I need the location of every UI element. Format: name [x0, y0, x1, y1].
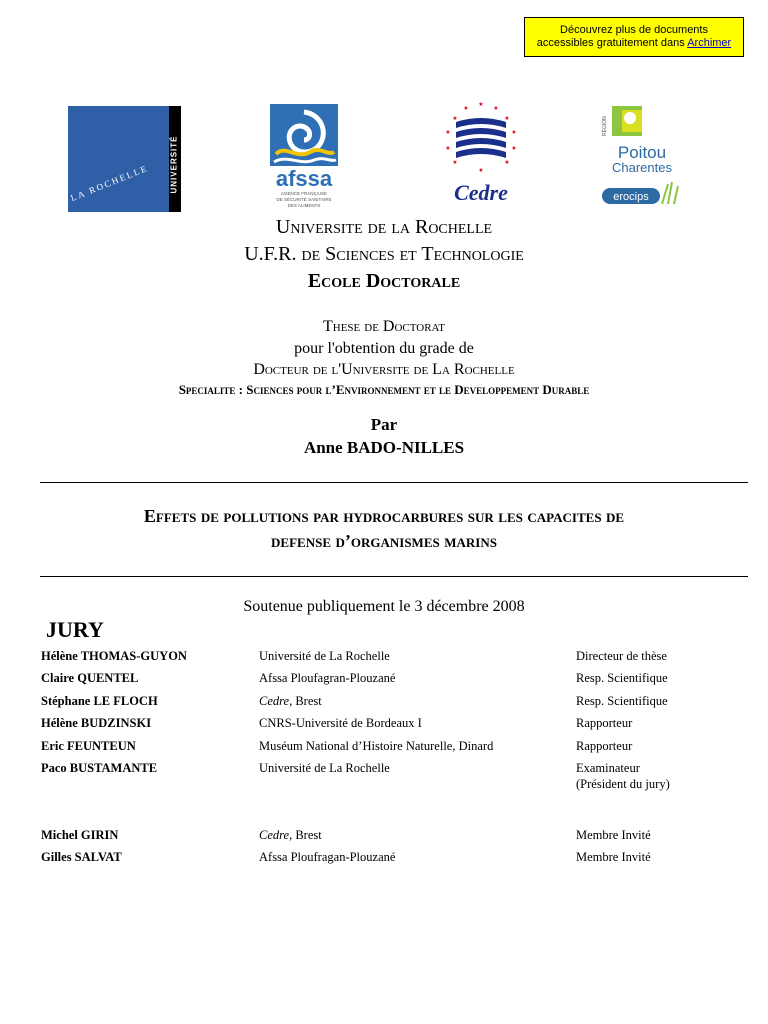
- jury-member-role: Rapporteur: [576, 739, 633, 753]
- jury-member-name: Hélène THOMAS-GUYON: [41, 649, 187, 663]
- specialty-line: Specialite : Sciences pour l’Environnement et le Developpement Durable: [178, 382, 590, 397]
- jury-row: [0, 694, 768, 714]
- jury-member-role: Directeur de thèse: [576, 649, 667, 663]
- svg-text:★: ★: [478, 101, 484, 108]
- jury-row: [0, 850, 768, 870]
- archimer-link[interactable]: Archimer: [687, 37, 732, 49]
- jury-member-name: Gilles SALVAT: [41, 850, 122, 864]
- pc-partner: erocips: [613, 191, 649, 203]
- svg-text:DE SÉCURITÉ SANITAIRE: DE SÉCURITÉ SANITAIRE: [276, 197, 332, 202]
- institution-rest: Brest: [292, 828, 322, 842]
- jury-member-role: Rapporteur: [576, 716, 633, 730]
- author-name: Anne BADO-NILLES: [303, 438, 465, 457]
- jury-row: [0, 716, 768, 736]
- pc-line1: Poitou: [617, 143, 667, 162]
- svg-text:★: ★: [504, 159, 510, 166]
- jury-member-institution: Université de La Rochelle: [259, 649, 390, 663]
- thesis-type: These de Doctorat: [322, 318, 446, 335]
- svg-text:★: ★: [445, 145, 451, 152]
- jury-row: [0, 739, 768, 759]
- poitou-charentes-logo: [598, 106, 682, 206]
- institution-em: Cedre,: [259, 694, 293, 708]
- by-label: Par: [370, 415, 398, 434]
- pc-line2: Charentes: [612, 160, 672, 175]
- archimer-banner: [524, 17, 744, 57]
- jury-member-institution: Afssa Ploufragan-Plouzané: [259, 850, 396, 864]
- jury-member-institution: CNRS-Université de Bordeaux I: [259, 716, 422, 730]
- jury-member-name: Eric FEUNTEUN: [41, 739, 136, 753]
- jury-row: [0, 761, 768, 797]
- defense-date: Soutenue publiquement le 3 décembre 2008: [243, 598, 525, 615]
- svg-text:★: ★: [445, 129, 451, 136]
- svg-text:★: ★: [511, 129, 517, 136]
- banner-line2-prefix: accessibles gratuitement dans: [536, 37, 688, 49]
- logo-vertical-text: UNIVERSITÉ: [169, 135, 179, 194]
- cedre-logo-name: Cedre: [454, 180, 508, 205]
- svg-text:★: ★: [463, 105, 469, 112]
- ufr-name: U.F.R. de Sciences et Technologie: [244, 243, 524, 265]
- svg-text:★: ★: [452, 115, 458, 122]
- jury-member-institution: [259, 694, 322, 709]
- svg-text:DES ALIMENTS: DES ALIMENTS: [287, 203, 321, 208]
- svg-text:AGENCE FRANÇAISE: AGENCE FRANÇAISE: [280, 191, 328, 196]
- jury-member-institution: Muséum National d’Histoire Naturelle, Dinard: [259, 739, 494, 753]
- jury-heading: JURY: [46, 617, 104, 642]
- university-name: Universite de la Rochelle: [275, 216, 493, 238]
- thesis-title-line2: defense d’organismes marins: [271, 531, 497, 551]
- divider-bottom: [40, 576, 748, 577]
- afssa-logo-name: afssa: [275, 166, 333, 191]
- afssa-logo: [266, 104, 342, 210]
- jury-member-role: Membre Invité: [576, 850, 651, 864]
- jury-member-name: Stéphane LE FLOCH: [41, 694, 158, 708]
- jury-member-institution: Université de La Rochelle: [259, 761, 390, 775]
- jury-member-name: Michel GIRIN: [41, 828, 119, 842]
- institution-rest: Brest: [292, 694, 322, 708]
- jury-row: [0, 649, 768, 669]
- svg-text:★: ★: [504, 115, 510, 122]
- grade-line: pour l'obtention du grade de: [294, 340, 474, 357]
- jury-row: [0, 828, 768, 848]
- jury-member-name: Hélène BUDZINSKI: [41, 716, 152, 730]
- jury-row: [0, 671, 768, 691]
- cedre-logo: [436, 100, 526, 206]
- divider-top: [40, 482, 748, 483]
- pc-region-label: RÉGION: [602, 116, 608, 136]
- la-rochelle-university-logo: [68, 106, 181, 212]
- doctoral-school: Ecole Doctorale: [307, 270, 461, 292]
- institution-em: Cedre,: [259, 828, 293, 842]
- jury-member-institution: Afssa Ploufagran-Plouzané: [259, 671, 396, 685]
- svg-text:★: ★: [493, 105, 499, 112]
- jury-member-role: Membre Invité: [576, 828, 651, 842]
- thesis-title-line1: Effets de pollutions par hydrocarbures sur les capacites de: [143, 506, 625, 526]
- svg-text:★: ★: [452, 159, 458, 166]
- jury-member-role: Resp. Scientifique: [576, 694, 668, 708]
- jury-member-role: Examinateur: [576, 761, 640, 775]
- svg-text:★: ★: [478, 167, 484, 174]
- doctor-line: Docteur de l'Universite de La Rochelle: [253, 361, 515, 378]
- jury-member-name: Claire QUENTEL: [41, 671, 139, 685]
- banner-line1: Découvrez plus de documents: [560, 24, 708, 36]
- banner-line2: [525, 37, 743, 50]
- jury-member-role-note: (Président du jury): [576, 777, 670, 791]
- jury-member-name: Paco BUSTAMANTE: [41, 761, 158, 775]
- jury-member-institution: [259, 828, 322, 843]
- jury-member-role: Resp. Scientifique: [576, 671, 668, 685]
- logo-diagonal-text: LA ROCHELLE: [69, 162, 150, 204]
- svg-text:★: ★: [511, 145, 517, 152]
